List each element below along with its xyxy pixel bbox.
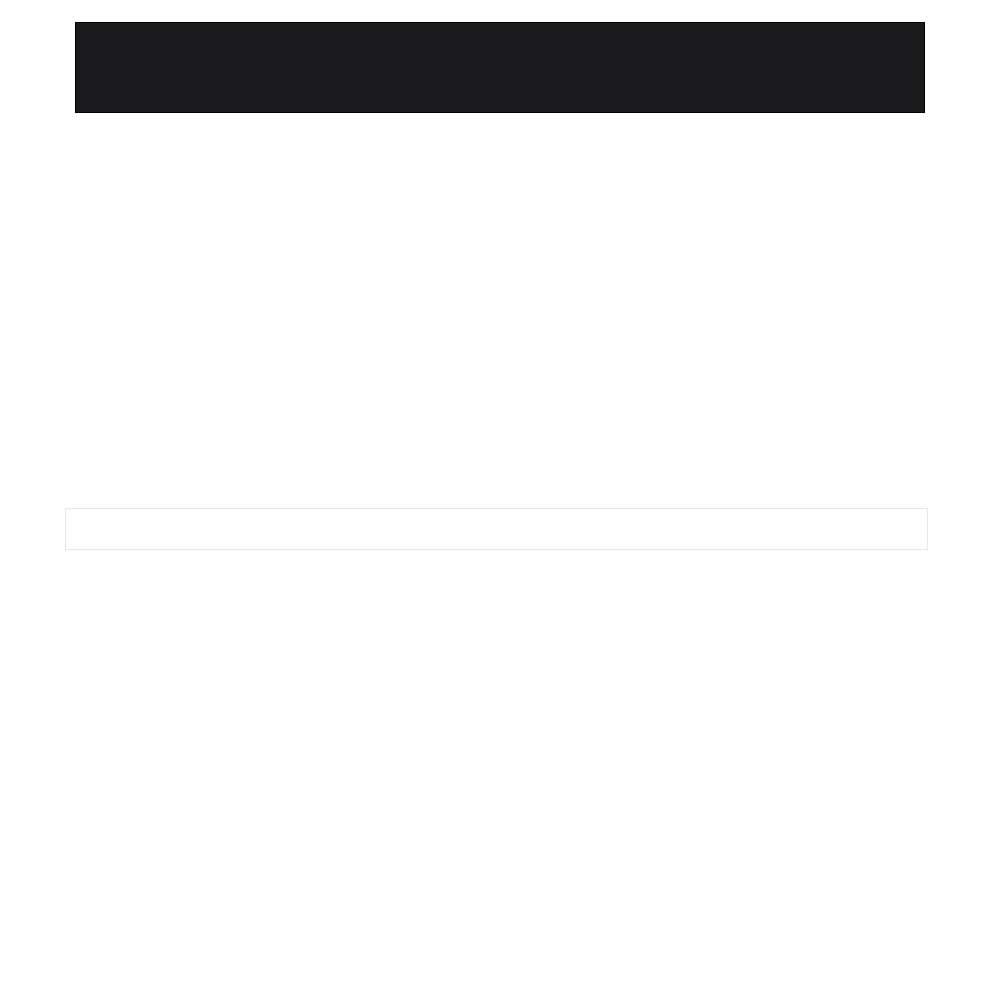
measurements-table <box>75 22 925 113</box>
matrix-header-row <box>65 508 928 550</box>
measurements-table-header <box>75 22 925 113</box>
fit-matrix-table <box>63 506 930 552</box>
matrix-corner-cell <box>65 508 928 550</box>
